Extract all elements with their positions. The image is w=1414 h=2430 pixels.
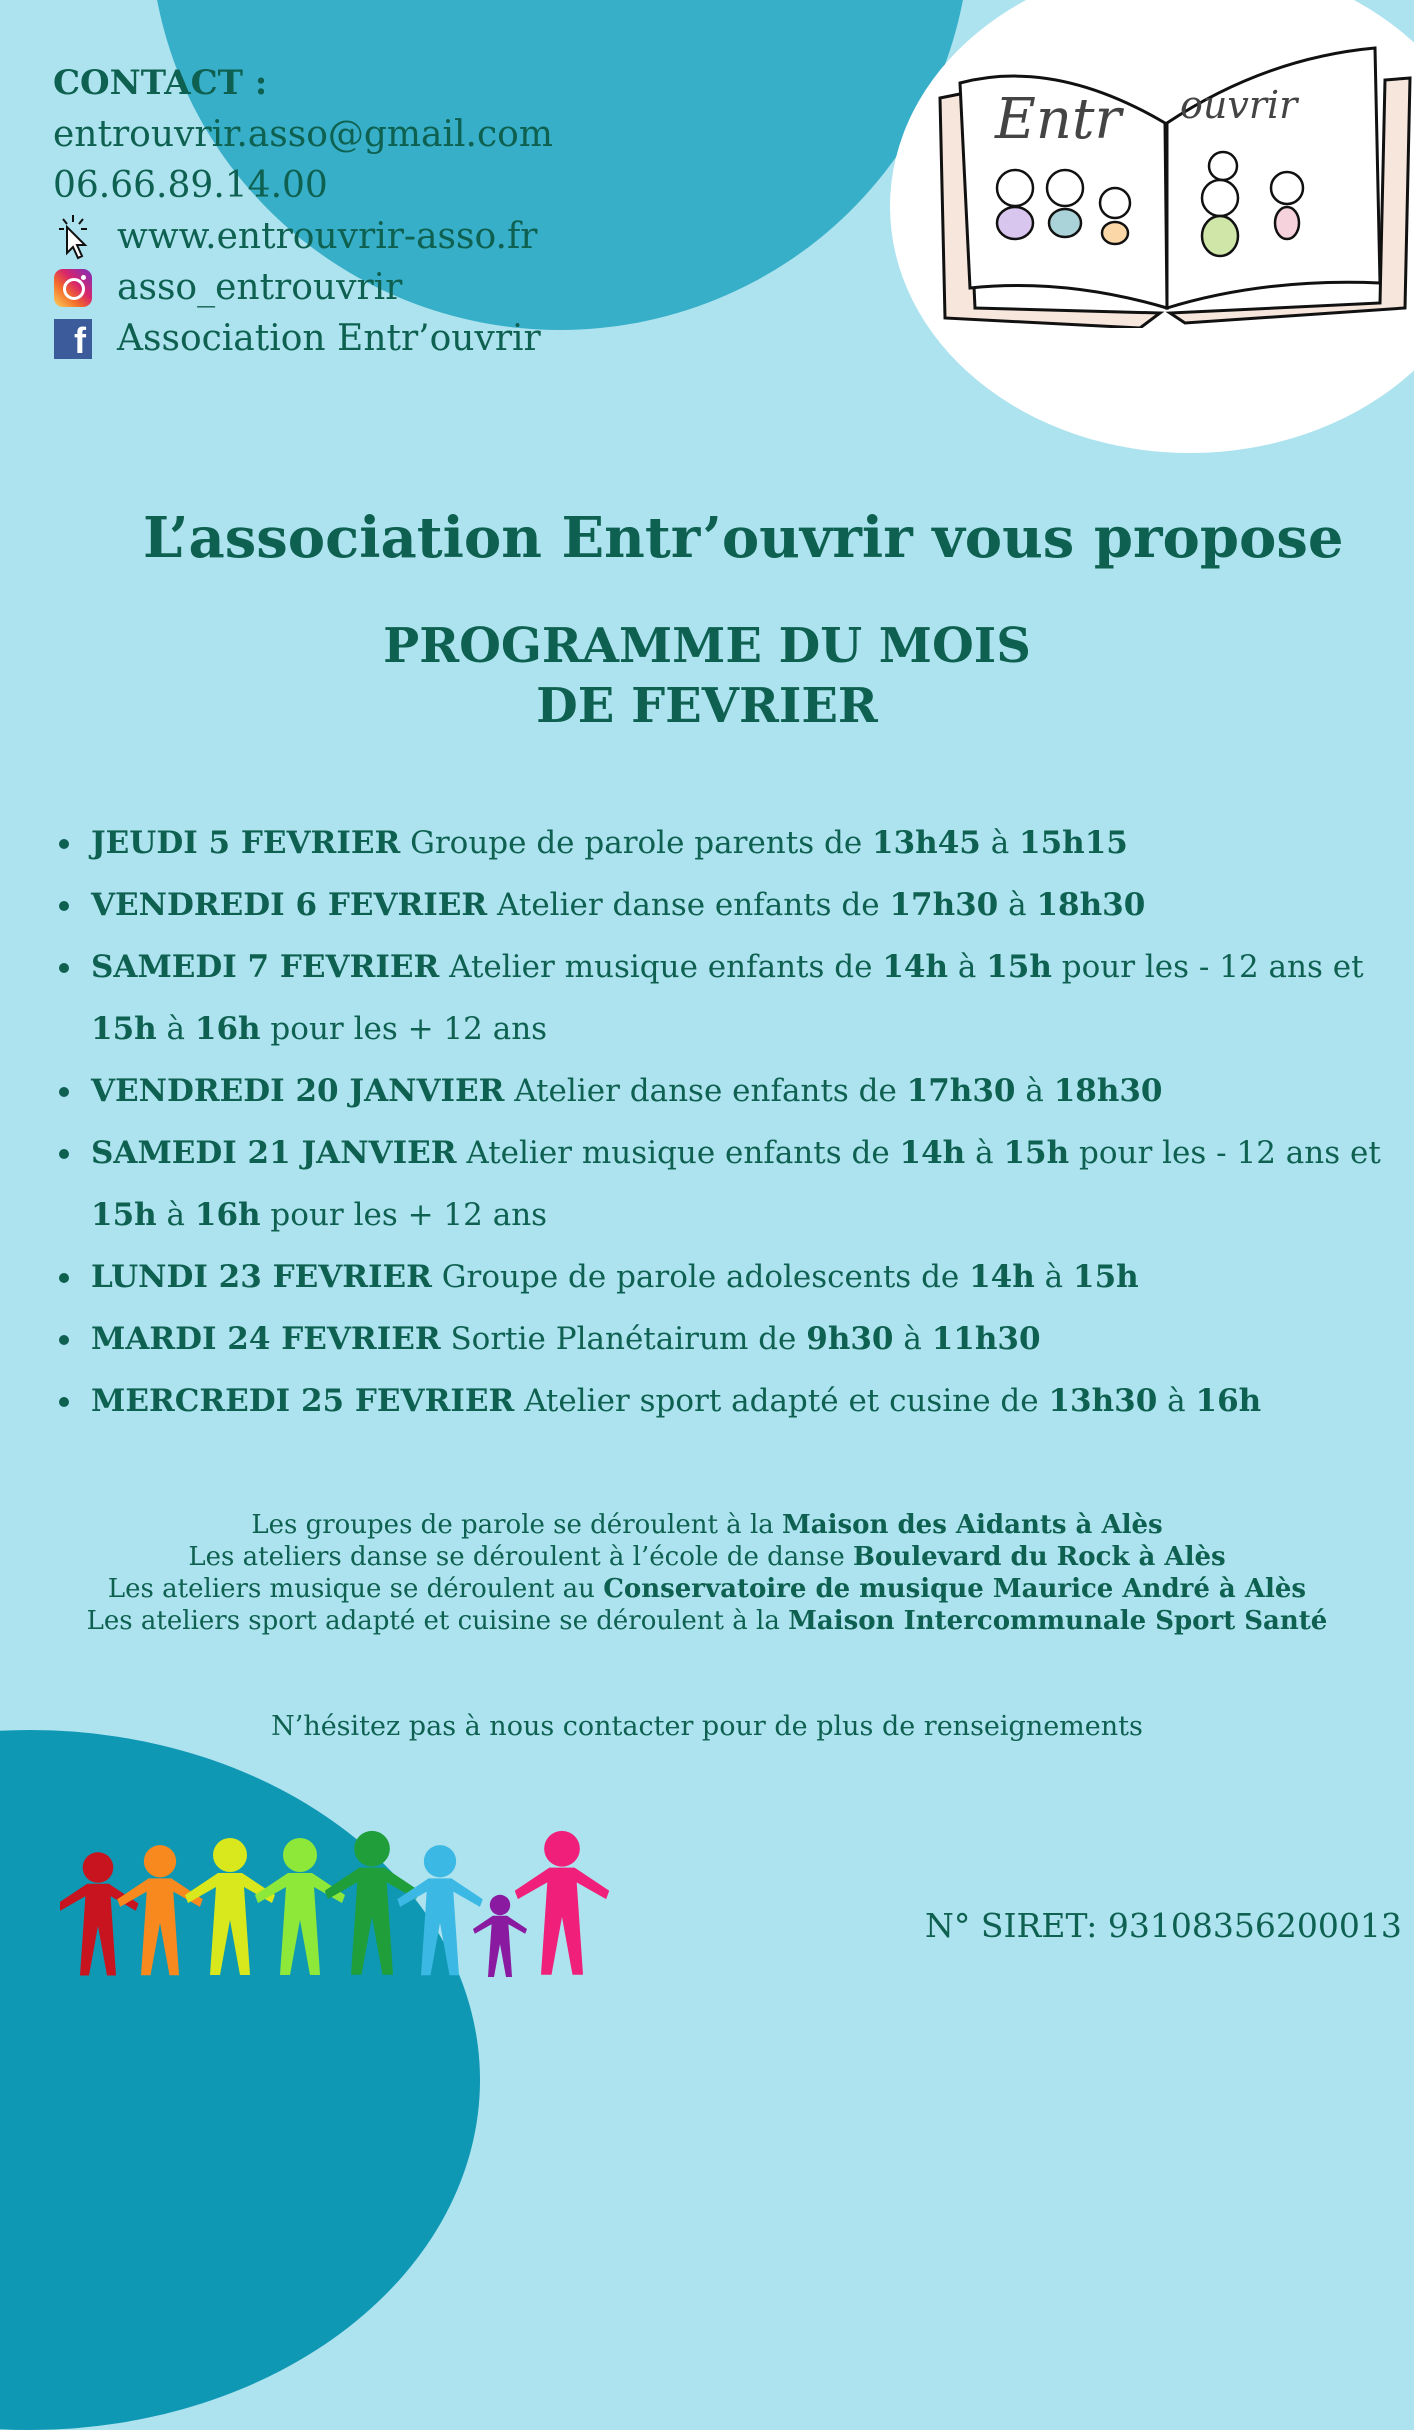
event-item (55, 874, 1395, 936)
event-text: à (156, 1011, 195, 1047)
event-time: 15h (986, 949, 1052, 985)
venue-place: Conservatoire de musique Maurice André à Alès (603, 1574, 1307, 1604)
event-item (55, 1060, 1395, 1122)
contact-email[interactable]: entrouvrir.asso@gmail.com (53, 114, 553, 155)
instagram-label: asso_entrouvrir (117, 267, 403, 308)
venue-line: Les groupes de parole se déroulent à la Maison des Aidants à Alès (251, 1510, 1163, 1540)
event-time: 15h15 (1019, 825, 1128, 861)
events-list (55, 812, 1395, 1432)
diverse-people-illustration (60, 1825, 660, 1980)
event-text: à (156, 1197, 195, 1233)
contact-title: CONTACT : (53, 63, 268, 103)
event-text: à (1015, 1073, 1054, 1109)
event-item (55, 1308, 1395, 1370)
event-text: à (948, 949, 987, 985)
event-text: Sortie Planétairum de (440, 1321, 807, 1357)
event-time: 13h30 (1048, 1383, 1158, 1419)
event-text: à (980, 825, 1020, 861)
siret-number: N° SIRET: 93108356200013 (925, 1906, 1402, 1945)
event-text: à (998, 887, 1037, 923)
facebook-icon: f (54, 319, 92, 359)
event-text: Atelier musique enfants de (439, 949, 883, 985)
event-date: SAMEDI 21 JANVIER (91, 1135, 457, 1171)
svg-text:ouvrir: ouvrir (1180, 83, 1298, 127)
event-text: à (1034, 1259, 1073, 1295)
event-time: 17h30 (906, 1073, 1016, 1109)
event-item (55, 936, 1395, 1060)
event-time: 14h (882, 949, 948, 985)
event-date: MERCREDI 25 FEVRIER (91, 1383, 515, 1419)
event-text: à (965, 1135, 1004, 1171)
event-time: 15h (1003, 1135, 1070, 1171)
svg-text:Entr: Entr (995, 87, 1122, 152)
contact-website[interactable] (53, 211, 553, 262)
event-time: 18h30 (1053, 1073, 1163, 1109)
event-date: MARDI 24 FEVRIER (91, 1321, 441, 1357)
venue-line: Les ateliers danse se déroulent à l’école de danse Boulevard du Rock à Alès (188, 1542, 1226, 1572)
event-text: à (893, 1321, 932, 1357)
event-text: Atelier danse enfants de (504, 1073, 907, 1109)
event-time: 9h30 (806, 1321, 894, 1357)
venues-info (0, 1509, 1414, 1637)
event-text: pour les - 12 ans et (1069, 1135, 1381, 1171)
event-time: 16h (194, 1011, 261, 1047)
contact-phone[interactable]: 06.66.89.14.00 (53, 165, 328, 206)
event-date: VENDREDI 20 JANVIER (91, 1073, 505, 1109)
event-time: 13h45 (872, 825, 981, 861)
event-time: 15h (1073, 1259, 1139, 1295)
event-item (55, 1122, 1395, 1246)
website-label: www.entrouvrir-asso.fr (117, 216, 538, 257)
contact-instagram[interactable] (53, 262, 553, 313)
event-item (55, 812, 1395, 874)
venue-place: Maison des Aidants à Alès (782, 1510, 1163, 1540)
venue-line: Les ateliers sport adapté et cuisine se déroulent à la Maison Intercommunale Sport Santé (86, 1606, 1328, 1636)
event-text: pour les + 12 ans (260, 1197, 548, 1233)
contact-call-to-action: N’hésitez pas à nous contacter pour de plus de renseignements (271, 1711, 1143, 1742)
event-date: VENDREDI 6 FEVRIER (91, 887, 488, 923)
event-time: 16h (1195, 1383, 1262, 1419)
event-time: 15h (91, 1197, 157, 1233)
event-time: 14h (899, 1135, 966, 1171)
event-date: JEUDI 5 FEVRIER (91, 825, 401, 861)
event-time: 11h30 (931, 1321, 1041, 1357)
contact-facebook[interactable] (53, 313, 553, 364)
programme-title (0, 616, 1414, 736)
headline: L’association Entr’ouvrir vous propose (143, 505, 1344, 571)
instagram-icon (54, 269, 92, 307)
event-text: Groupe de parole parents de (400, 825, 873, 861)
cursor-click-icon (53, 217, 93, 257)
event-date: SAMEDI 7 FEVRIER (91, 949, 440, 985)
event-text: à (1157, 1383, 1196, 1419)
event-date: LUNDI 23 FEVRIER (91, 1259, 432, 1295)
venue-place: Maison Intercommunale Sport Santé (788, 1606, 1328, 1636)
event-text: pour les + 12 ans (260, 1011, 548, 1047)
contact-block (53, 58, 553, 364)
event-time: 15h (91, 1011, 157, 1047)
event-item (55, 1370, 1395, 1432)
logo-book-illustration (935, 38, 1414, 328)
event-text: Atelier danse enfants de (487, 887, 890, 923)
venue-place: Boulevard du Rock à Alès (853, 1542, 1226, 1572)
event-time: 14h (969, 1259, 1035, 1295)
event-time: 16h (194, 1197, 261, 1233)
facebook-label: Association Entr’ouvrir (117, 318, 541, 359)
event-text: Atelier musique enfants de (456, 1135, 900, 1171)
event-text: Atelier sport adapté et cusine de (514, 1383, 1049, 1419)
programme-title-line2: DE FEVRIER (536, 678, 878, 734)
event-item (55, 1246, 1395, 1308)
venue-line: Les ateliers musique se déroulent au Conservatoire de musique Maurice André à Alès (107, 1574, 1307, 1604)
event-text: pour les - 12 ans et (1051, 949, 1364, 985)
event-time: 17h30 (889, 887, 999, 923)
programme-title-line1: PROGRAMME DU MOIS (383, 618, 1031, 674)
event-time: 18h30 (1036, 887, 1146, 923)
event-text: Groupe de parole adolescents de (431, 1259, 970, 1295)
